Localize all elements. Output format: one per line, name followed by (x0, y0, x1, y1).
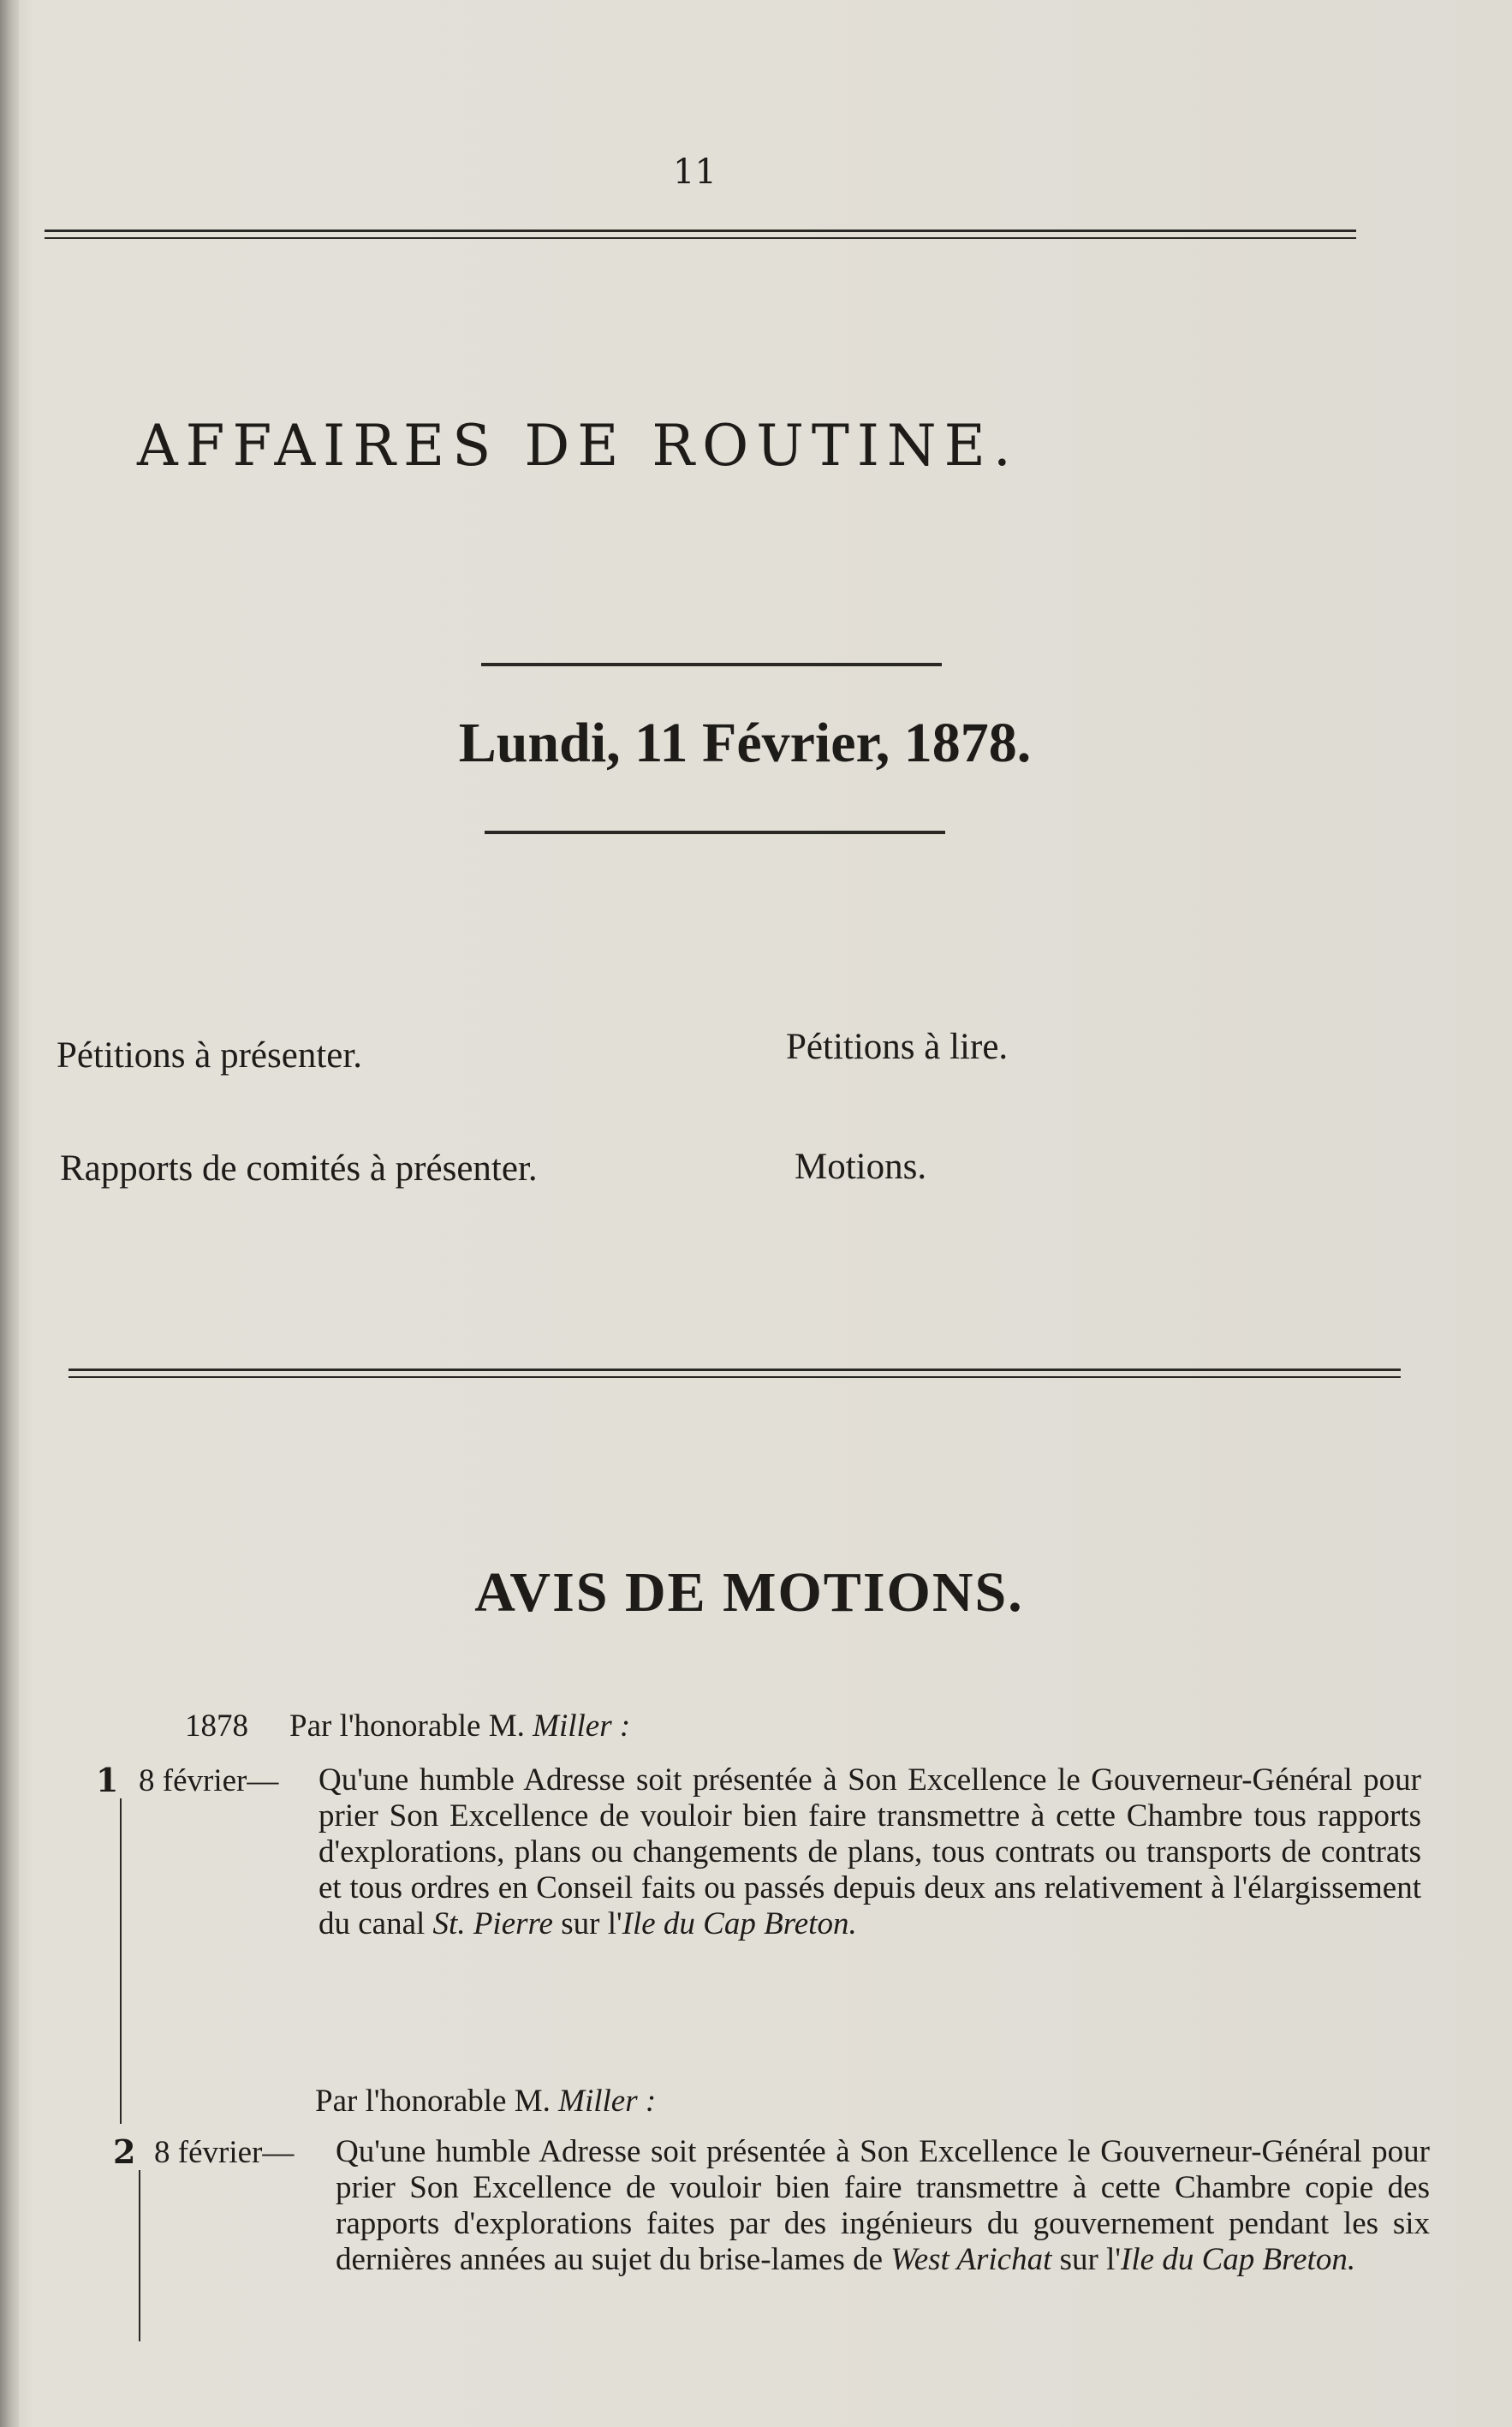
title-underline-rule (481, 663, 942, 666)
motion-1-margin-line (120, 1798, 122, 2124)
year-label: 1878 (185, 1708, 248, 1744)
motion-2-margin-line (139, 2170, 140, 2341)
rapports-item: Rapports de comités à présenter. (60, 1148, 538, 1189)
motion-2-text (336, 2134, 1430, 2278)
motion-1-text-2: sur l' (561, 1906, 622, 1941)
motion-1-date: 8 février— (139, 1763, 279, 1798)
header-double-rule (45, 230, 1356, 239)
motion-2-number: 2 (113, 2132, 136, 2171)
date-underline-rule (485, 831, 945, 834)
motion-1-place-1: St. Pierre (432, 1906, 553, 1941)
petitions-presenter-item: Pétitions à présenter. (57, 1035, 363, 1076)
motion-1-place-2: Ile du Cap Breton. (622, 1906, 857, 1941)
motion-1-mover (289, 1708, 630, 1744)
page-number: 11 (673, 152, 717, 192)
section-title: AFFAIRES DE ROUTINE. (137, 413, 1019, 479)
motion-2-date: 8 février— (154, 2135, 295, 2170)
petitions-lire-item: Pétitions à lire. (786, 1027, 1009, 1067)
motion-2-place-2: Ile du Cap Breton. (1121, 2242, 1356, 2277)
motion-2-mover (315, 2083, 656, 2120)
motion-1-mover-name: Miller : (533, 1708, 631, 1744)
motion-2-place-1: West Arichat (890, 2242, 1052, 2277)
motion-2-mover-prefix: Par l'honorable M. (315, 2084, 551, 2119)
section-double-rule (68, 1369, 1401, 1378)
motion-1-text (318, 1762, 1421, 1942)
motion-1-text-1: Qu'une humble Adresse soit présentée à Son Excellence le Gouverneur-Général pour prier Son Excellence de vouloir bien faire transmettre à cette Chambre tous rapports d'explorations, plans ou changements de plans, tous contrats ou transports de contrats et tous ordres en Conseil faits ou passés depuis deux ans relativement à l'élargissement du canal (318, 1762, 1421, 1941)
book-spine-edge (0, 0, 19, 2427)
motions-item: Motions. (795, 1147, 927, 1187)
motion-2-mover-name: Miller : (558, 2084, 657, 2119)
motion-2-text-1: Qu'une humble Adresse soit présentée à Son Excellence le Gouverneur-Général pour prier Son Excellence de vouloir bien faire transmettre à cette Chambre copie des rapports d'explorations faites par des ingénieurs du gouvernement pendant les six dernières années au sujet du brise-lames de (336, 2134, 1430, 2277)
motion-1-number: 1 (96, 1761, 119, 1799)
motion-2-text-2: sur l' (1059, 2242, 1122, 2277)
motion-1-mover-prefix: Par l'honorable M. (289, 1708, 525, 1744)
notices-title: AVIS DE MOTIONS. (474, 1561, 1024, 1624)
date-heading: Lundi, 11 Février, 1878. (458, 712, 1032, 774)
